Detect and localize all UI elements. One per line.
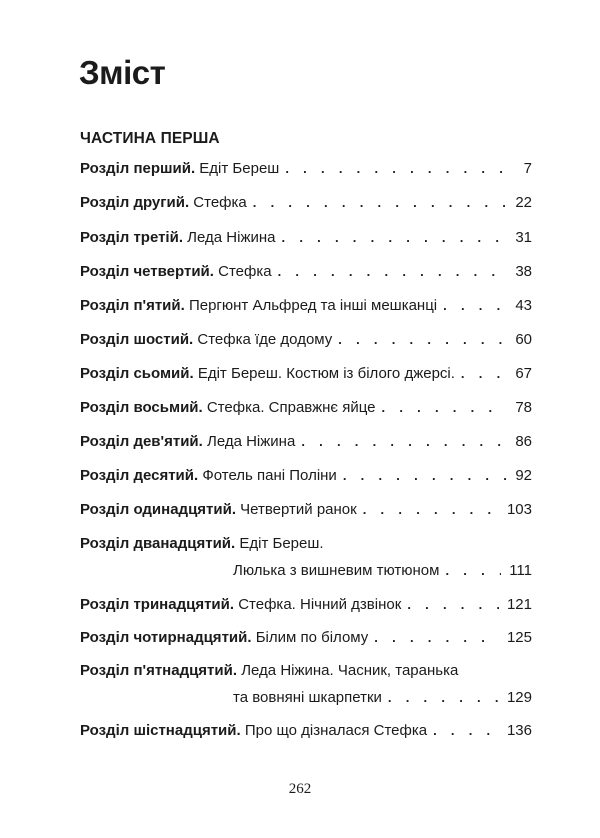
page-number: 136 xyxy=(506,722,532,739)
page-number: 111 xyxy=(509,562,532,579)
dot-leader xyxy=(338,332,507,347)
page-number: 125 xyxy=(506,629,532,646)
page-number: 92 xyxy=(515,467,532,484)
toc-entry xyxy=(80,263,532,283)
chapter-label: Розділ п'ятнадцятий. xyxy=(80,662,238,679)
chapter-title: Стефка. Нічний дзвінок xyxy=(238,596,402,613)
toc-entry xyxy=(80,629,532,649)
chapter-label: Розділ чотирнадцятий. xyxy=(80,629,252,646)
chapter-title: Стефка. Справжнє яйце xyxy=(206,399,376,416)
contents-title: Зміст xyxy=(79,54,166,91)
page-number: 22 xyxy=(515,194,532,211)
page-number: 43 xyxy=(515,297,532,314)
chapter-title: Про що дізналася Стефка xyxy=(244,722,428,739)
dot-leader xyxy=(407,597,499,612)
chapter-title: Четвертий ранок xyxy=(240,501,357,518)
page-number: 67 xyxy=(515,365,532,382)
dot-leader xyxy=(445,563,501,578)
page-number: 78 xyxy=(515,399,532,416)
page-number: 60 xyxy=(515,331,532,348)
chapter-title-continued: та вовняні шкарпетки xyxy=(233,689,382,706)
page-number: 86 xyxy=(515,433,532,450)
chapter-label: Розділ десятий. xyxy=(80,467,199,484)
dot-leader xyxy=(278,264,508,279)
dot-leader xyxy=(388,690,499,705)
chapter-title: Пергюнт Альфред та інші мешканці xyxy=(188,297,438,314)
page-number: 7 xyxy=(523,160,532,177)
chapter-title: Стефка xyxy=(218,263,272,280)
chapter-label: Розділ дванадцятий. xyxy=(80,535,236,552)
chapter-title-continued: Люлька з вишневим тютюном xyxy=(233,562,440,579)
chapter-label: Розділ другий. xyxy=(80,194,190,211)
toc-entry xyxy=(80,433,532,453)
chapter-title: Едіт Береш xyxy=(199,160,280,177)
part-heading: ЧАСТИНА ПЕРША xyxy=(80,130,220,147)
toc-entry xyxy=(80,535,324,555)
dot-leader xyxy=(443,298,507,313)
chapter-label: Розділ перший. xyxy=(80,160,196,177)
chapter-label: Розділ четвертий. xyxy=(80,263,214,280)
page-number: 129 xyxy=(506,689,532,706)
toc-entry xyxy=(80,331,532,351)
chapter-title: Леда Ніжина. Часник, таранька xyxy=(241,662,459,679)
dot-leader xyxy=(382,400,508,415)
chapter-title: Едіт Береш. xyxy=(239,535,324,552)
chapter-label: Розділ шостий. xyxy=(80,331,194,348)
page-number: 121 xyxy=(506,596,532,613)
page-number: 31 xyxy=(515,229,532,246)
chapter-title: Білим по білому xyxy=(255,629,369,646)
dot-leader xyxy=(433,723,499,738)
dot-leader xyxy=(461,366,507,381)
toc-entry xyxy=(80,297,532,317)
toc-entry xyxy=(80,662,458,682)
toc-entry xyxy=(80,194,532,214)
chapter-title: Едіт Береш. Костюм із білого джерсі. xyxy=(197,365,455,382)
chapter-label: Розділ одинадцятий. xyxy=(80,501,236,518)
page-number: 38 xyxy=(515,263,532,280)
dot-leader xyxy=(343,468,507,483)
chapter-label: Розділ тринадцятий. xyxy=(80,596,235,613)
toc-entry xyxy=(80,160,532,180)
dot-leader xyxy=(282,230,508,245)
chapter-title: Леда Ніжина xyxy=(187,229,276,246)
toc-entry xyxy=(80,722,532,742)
toc-entry xyxy=(80,596,532,616)
toc-entry xyxy=(80,501,532,521)
folio-page-number: 262 xyxy=(288,781,312,797)
dot-leader xyxy=(301,434,507,449)
chapter-title: Леда Ніжина xyxy=(206,433,296,450)
page-number: 103 xyxy=(506,501,532,518)
chapter-label: Розділ дев'ятий. xyxy=(80,433,203,450)
toc-entry xyxy=(80,229,532,249)
chapter-title: Стефка їде додому xyxy=(197,331,333,348)
dot-leader xyxy=(285,161,508,176)
toc-entry xyxy=(80,467,532,487)
chapter-label: Розділ шістнадцятий. xyxy=(80,722,241,739)
toc-entry xyxy=(80,399,532,419)
toc-entry-continuation xyxy=(233,562,532,582)
chapter-label: Розділ сьомий. xyxy=(80,365,194,382)
toc-entry-continuation xyxy=(233,689,532,709)
dot-leader xyxy=(363,502,499,517)
chapter-title: Фотель пані Поліни xyxy=(202,467,337,484)
dot-leader xyxy=(253,195,508,210)
toc-entry xyxy=(80,365,532,385)
chapter-label: Розділ восьмий. xyxy=(80,399,203,416)
chapter-label: Розділ третій. xyxy=(80,229,183,246)
chapter-title: Стефка xyxy=(193,194,247,211)
dot-leader xyxy=(374,630,499,645)
chapter-label: Розділ п'ятий. xyxy=(80,297,185,314)
